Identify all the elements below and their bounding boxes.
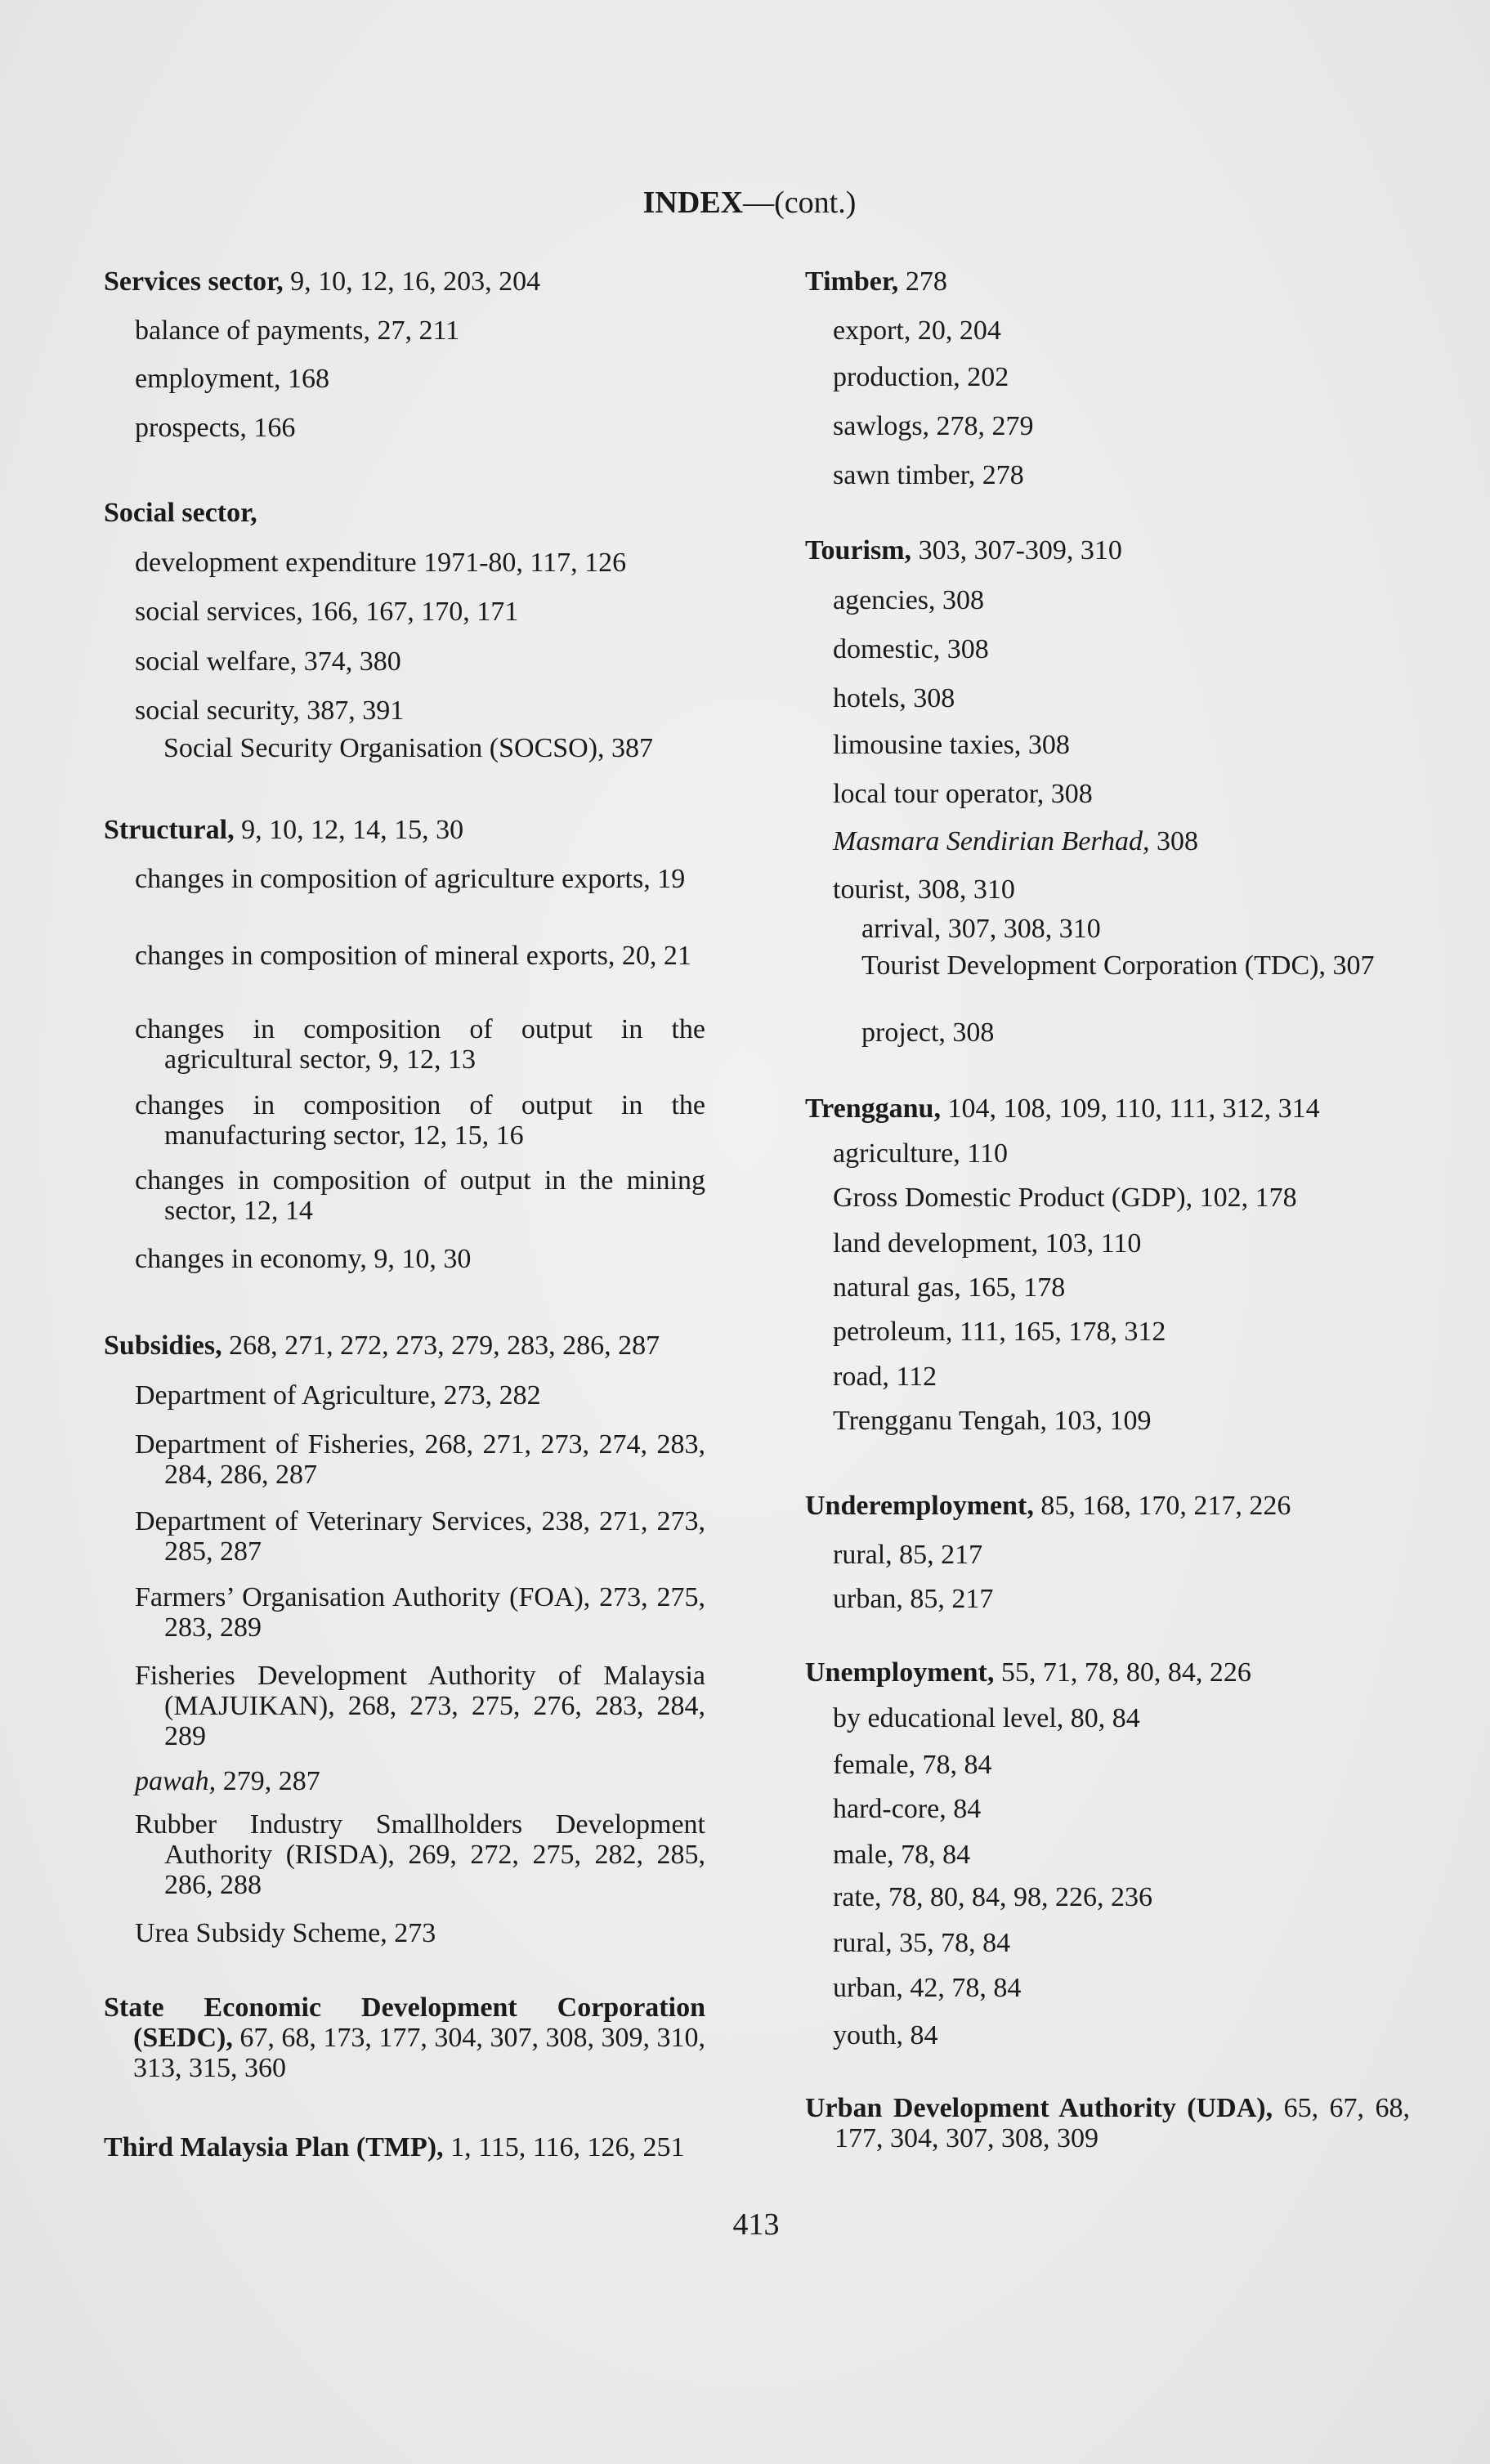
index-subentry bbox=[135, 364, 705, 394]
entry-text: urban, 85, 217 bbox=[833, 1584, 994, 1614]
entry-heading-term: Timber, bbox=[805, 266, 899, 297]
index-subentry bbox=[833, 634, 1410, 664]
entry-heading-term: Unemployment, bbox=[805, 1657, 995, 1688]
entry-text: Urea Subsidy Scheme, 273 bbox=[135, 1918, 436, 1948]
index-subentry bbox=[135, 1766, 705, 1796]
index-heading-entry bbox=[104, 498, 705, 528]
index-subentry bbox=[833, 1362, 1410, 1392]
entry-text: changes in composition of mineral exports, 20, 21 bbox=[135, 941, 691, 971]
entry-text: land development, 103, 110 bbox=[833, 1228, 1142, 1259]
entry-text: production, 202 bbox=[833, 362, 1009, 392]
entry-text: employment, 168 bbox=[135, 364, 329, 394]
index-heading-entry bbox=[104, 1330, 705, 1361]
entry-text: project, 308 bbox=[861, 1017, 995, 1048]
index-subentry bbox=[833, 1794, 1410, 1824]
entry-heading-term: Underemployment, bbox=[805, 1491, 1034, 1521]
index-heading-entry bbox=[104, 266, 705, 297]
index-subsubentry bbox=[163, 733, 705, 763]
entry-text: agriculture, 110 bbox=[833, 1138, 1008, 1169]
index-subsubentry bbox=[861, 1017, 1410, 1048]
entry-text: changes in economy, 9, 10, 30 bbox=[135, 1244, 472, 1274]
index-subentry bbox=[135, 1244, 705, 1274]
entry-text: Trengganu Tengah, 103, 109 bbox=[833, 1406, 1152, 1436]
index-subentry bbox=[135, 864, 705, 894]
entry-text: arrival, 307, 308, 310 bbox=[861, 914, 1101, 944]
index-subsubentry bbox=[861, 950, 1410, 981]
entry-text: Farmers’ Organisation Authority (FOA), 273, 275, 283, 289 bbox=[135, 1582, 705, 1643]
entry-heading-term: Social sector, bbox=[104, 498, 257, 528]
index-subentry bbox=[833, 826, 1410, 856]
entry-text: 65, 67, 68, 177, 304, 307, 308, 309 bbox=[834, 2093, 1410, 2153]
entry-text: 85, 168, 170, 217, 226 bbox=[1033, 1491, 1291, 1521]
entry-text: limousine taxies, 308 bbox=[833, 730, 1070, 760]
entry-text: local tour operator, 308 bbox=[833, 779, 1093, 809]
entry-text: Social Security Organisation (SOCSO), 387 bbox=[163, 733, 654, 763]
index-subentry bbox=[135, 315, 705, 346]
index-subentry bbox=[135, 646, 705, 677]
entry-text: sawn timber, 278 bbox=[833, 460, 1024, 490]
entry-text: development expenditure 1971-80, 117, 126 bbox=[135, 548, 627, 578]
index-heading-entry bbox=[805, 1093, 1410, 1124]
entry-text: urban, 42, 78, 84 bbox=[833, 1973, 1022, 2003]
entry-text: male, 78, 84 bbox=[833, 1840, 971, 1870]
entry-text: 55, 71, 78, 80, 84, 226 bbox=[994, 1657, 1251, 1688]
entry-text: natural gas, 165, 178 bbox=[833, 1272, 1066, 1303]
entry-text: Rubber Industry Smallholders Development Authority (RISDA), 269, 272, 275, 282, 285, 286, 288 bbox=[135, 1809, 705, 1900]
entry-italic-term: Masmara Sendirian Berhad, bbox=[833, 826, 1150, 856]
index-subentry bbox=[833, 1138, 1410, 1169]
index-subentry bbox=[833, 1317, 1410, 1347]
entry-text: domestic, 308 bbox=[833, 634, 989, 664]
index-subentry bbox=[135, 1090, 705, 1151]
index-subentry bbox=[833, 1928, 1410, 1958]
index-subentry bbox=[833, 1584, 1410, 1614]
entry-heading-term: Services sector, bbox=[104, 266, 284, 297]
index-subentry bbox=[833, 1406, 1410, 1436]
entry-text: 268, 271, 272, 273, 279, 283, 286, 287 bbox=[221, 1330, 660, 1361]
entry-text: Tourist Development Corporation (TDC), 307 bbox=[861, 950, 1375, 981]
entry-text: 303, 307-309, 310 bbox=[911, 535, 1122, 566]
index-subentry bbox=[135, 1380, 705, 1411]
index-subentry bbox=[833, 411, 1410, 441]
index-subentry bbox=[833, 1183, 1410, 1213]
index-subentry bbox=[833, 1882, 1410, 1912]
index-subentry bbox=[135, 1918, 705, 1948]
entry-text: road, 112 bbox=[833, 1362, 937, 1392]
entry-text: changes in composition of agriculture exports, 19 bbox=[135, 864, 686, 894]
index-subentry bbox=[135, 1014, 705, 1075]
entry-text: Department of Agriculture, 273, 282 bbox=[135, 1380, 541, 1411]
entry-text: 279, 287 bbox=[216, 1766, 320, 1796]
index-subsubentry bbox=[861, 914, 1410, 944]
entry-text: 104, 108, 109, 110, 111, 312, 314 bbox=[940, 1093, 1320, 1124]
index-heading-entry bbox=[805, 535, 1410, 566]
entry-text: social welfare, 374, 380 bbox=[135, 646, 401, 677]
entry-text: agencies, 308 bbox=[833, 585, 985, 615]
index-subentry bbox=[135, 1429, 705, 1490]
entry-heading-term: State Economic Development Corporation (SEDC), bbox=[104, 1992, 705, 2053]
index-subentry bbox=[833, 1228, 1410, 1259]
index-heading-entry bbox=[805, 1657, 1410, 1688]
index-heading-entry bbox=[805, 266, 1410, 297]
entry-text: Department of Fisheries, 268, 271, 273, 274, 283, 284, 286, 287 bbox=[135, 1429, 705, 1490]
entry-text: rural, 35, 78, 84 bbox=[833, 1928, 1011, 1958]
entry-text: by educational level, 80, 84 bbox=[833, 1703, 1140, 1733]
page-title bbox=[0, 185, 1490, 221]
entry-text: hard-core, 84 bbox=[833, 1794, 982, 1824]
entry-heading-term: Subsidies, bbox=[104, 1330, 222, 1361]
index-heading-entry bbox=[805, 2093, 1410, 2153]
entry-text: 1, 115, 116, 126, 251 bbox=[443, 2132, 685, 2162]
index-subentry bbox=[135, 1165, 705, 1226]
index-subentry bbox=[135, 1661, 705, 1751]
entry-text: social security, 387, 391 bbox=[135, 695, 405, 726]
index-subentry bbox=[135, 548, 705, 578]
entry-text: female, 78, 84 bbox=[833, 1750, 992, 1780]
index-subentry bbox=[135, 413, 705, 443]
entry-heading-term: Tourism, bbox=[805, 535, 912, 566]
entry-text: prospects, 166 bbox=[135, 413, 296, 443]
entry-text: rural, 85, 217 bbox=[833, 1540, 983, 1570]
entry-text: balance of payments, 27, 211 bbox=[135, 315, 460, 346]
index-subentry bbox=[833, 1703, 1410, 1733]
entry-text: tourist, 308, 310 bbox=[833, 874, 1015, 905]
index-subentry bbox=[833, 362, 1410, 392]
index-subentry bbox=[135, 695, 705, 726]
entry-text: changes in composition of output in the mining sector, 12, 14 bbox=[135, 1165, 705, 1226]
entry-text: social services, 166, 167, 170, 171 bbox=[135, 597, 519, 627]
entry-text: sawlogs, 278, 279 bbox=[833, 411, 1034, 441]
index-subentry bbox=[833, 874, 1410, 905]
index-subentry bbox=[833, 1840, 1410, 1870]
entry-text: export, 20, 204 bbox=[833, 315, 1001, 346]
index-subentry bbox=[833, 315, 1410, 346]
entry-italic-term: pawah, bbox=[135, 1766, 217, 1796]
entry-text: 308 bbox=[1149, 826, 1199, 856]
entry-text: Gross Domestic Product (GDP), 102, 178 bbox=[833, 1183, 1297, 1213]
entry-text: 67, 68, 173, 177, 304, 307, 308, 309, 310, 313, 315, 360 bbox=[133, 2023, 705, 2083]
index-subentry bbox=[833, 1973, 1410, 2003]
entry-text: petroleum, 111, 165, 178, 312 bbox=[833, 1317, 1166, 1347]
title-bold: INDEX bbox=[642, 186, 744, 220]
index-subentry bbox=[135, 1582, 705, 1643]
index-subentry bbox=[135, 1809, 705, 1900]
entry-text: changes in composition of output in the agricultural sector, 9, 12, 13 bbox=[135, 1014, 705, 1075]
index-subentry bbox=[833, 683, 1410, 713]
index-heading-entry bbox=[805, 1491, 1410, 1521]
entry-text: youth, 84 bbox=[833, 2020, 938, 2050]
entry-text: Department of Veterinary Services, 238, 271, 273, 285, 287 bbox=[135, 1506, 705, 1567]
index-subentry bbox=[135, 597, 705, 627]
index-heading-entry bbox=[104, 2132, 705, 2162]
index-subentry bbox=[833, 1750, 1410, 1780]
index-subentry bbox=[833, 2020, 1410, 2050]
index-heading-entry bbox=[104, 815, 705, 845]
entry-text: hotels, 308 bbox=[833, 683, 955, 713]
entry-heading-term: Trengganu, bbox=[805, 1093, 941, 1124]
index-subentry bbox=[135, 1506, 705, 1567]
page-number: 413 bbox=[732, 2207, 780, 2242]
title-rest: —(cont.) bbox=[743, 186, 857, 220]
entry-heading-term: Third Malaysia Plan (TMP), bbox=[104, 2132, 444, 2162]
entry-text: 278 bbox=[898, 266, 947, 297]
index-subentry bbox=[833, 585, 1410, 615]
entry-text: 9, 10, 12, 14, 15, 30 bbox=[234, 815, 464, 845]
entry-text: rate, 78, 80, 84, 98, 226, 236 bbox=[833, 1882, 1152, 1912]
index-heading-entry bbox=[104, 1992, 705, 2083]
index-subentry bbox=[833, 1540, 1410, 1570]
entry-heading-term: Urban Development Authority (UDA), bbox=[805, 2093, 1273, 2123]
index-subentry bbox=[833, 779, 1410, 809]
entry-text: Fisheries Development Authority of Malaysia (MAJUIKAN), 268, 273, 275, 276, 283, 284, 289 bbox=[135, 1661, 705, 1751]
entry-text: changes in composition of output in the manufacturing sector, 12, 15, 16 bbox=[135, 1090, 705, 1151]
entry-heading-term: Structural, bbox=[104, 815, 235, 845]
index-subentry bbox=[833, 1272, 1410, 1303]
entry-text: 9, 10, 12, 16, 203, 204 bbox=[283, 266, 541, 297]
index-subentry bbox=[833, 730, 1410, 760]
index-subentry bbox=[135, 941, 705, 971]
index-subentry bbox=[833, 460, 1410, 490]
